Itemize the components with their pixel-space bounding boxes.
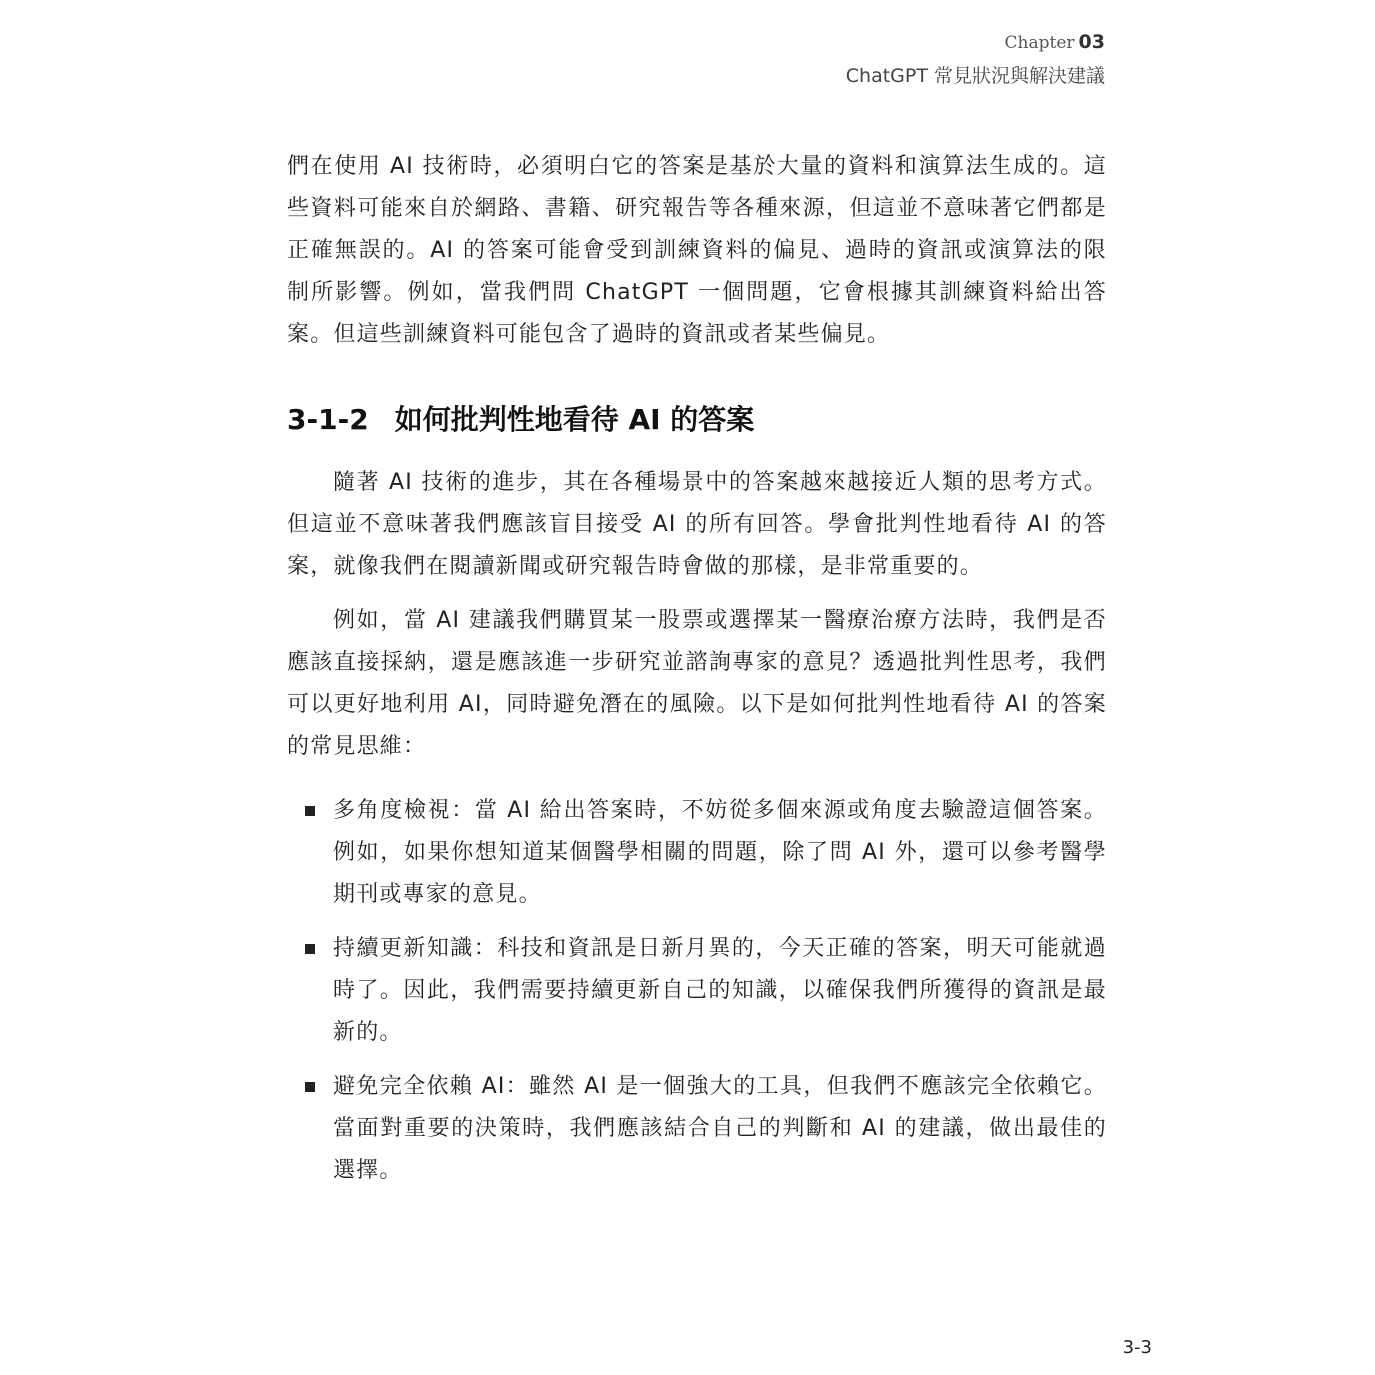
- chapter-label: Chapter: [1004, 33, 1075, 53]
- body-paragraph: 例如，當 AI 建議我們購買某一股票或選擇某一醫療治療方法時，我們是否應該直接採納，還是應該進一步研究並諮詢專家的意見？透過批判性思考，我們可以更好地利用 AI，同時避免潛在的風險。以下是如何批判性地看待 AI 的答案的常見思維：: [287, 608, 1107, 759]
- bullet-item: [287, 928, 1107, 1054]
- section-heading: [287, 400, 1107, 440]
- section-number: 3-1-2: [287, 403, 369, 436]
- bullet-text: 多角度檢視：當 AI 給出答案時，不妨從多個來源或角度去驗證這個答案。例如，如果你想知道某個醫學相關的問題，除了問 AI 外，還可以參考醫學期刊或專家的意見。: [333, 798, 1107, 907]
- square-bullet-icon: [305, 1082, 315, 1092]
- chapter-label-line: [846, 30, 1105, 55]
- running-header: [846, 30, 1105, 89]
- square-bullet-icon: [305, 944, 315, 954]
- chapter-title: ChatGPT 常見狀況與解決建議: [845, 65, 1105, 87]
- intro-paragraph: 們在使用 AI 技術時，必須明白它的答案是基於大量的資料和演算法生成的。這些資料可能來自於網路、書籍、研究報告等各種來源，但這並不意味著它們都是正確無誤的。AI 的答案可能會受到訓練資料的偏見、過時的資訊或演算法的限制所影響。例如，當我們問 ChatGPT 一個問題，它會根據其訓練資料給出答案。但這些訓練資料可能包含了過時的資訊或者某些偏見。: [287, 154, 1107, 347]
- square-bullet-icon: [305, 806, 315, 816]
- bullet-list: [287, 790, 1107, 1192]
- bullet-text: 持續更新知識：科技和資訊是日新月異的，今天正確的答案，明天可能就過時了。因此，我們需要持續更新自己的知識，以確保我們所獲得的資訊是最新的。: [333, 936, 1107, 1045]
- body-paragraph: 隨著 AI 技術的進步，其在各種場景中的答案越來越接近人類的思考方式。但這並不意味著我們應該盲目接受 AI 的所有回答。學會批判性地看待 AI 的答案，就像我們在閱讀新聞或研究報告時會做的那樣，是非常重要的。: [287, 470, 1107, 579]
- bullet-item: [287, 790, 1107, 916]
- section-title: 如何批判性地看待 AI 的答案: [394, 403, 755, 436]
- page-number: 3-3: [1122, 1337, 1152, 1358]
- page-body: [287, 146, 1107, 1204]
- bullet-text: 避免完全依賴 AI：雖然 AI 是一個強大的工具，但我們不應該完全依賴它。當面對重要的決策時，我們應該結合自己的判斷和 AI 的建議，做出最佳的選擇。: [333, 1074, 1107, 1183]
- bullet-item: [287, 1066, 1107, 1192]
- chapter-number: 03: [1078, 31, 1105, 53]
